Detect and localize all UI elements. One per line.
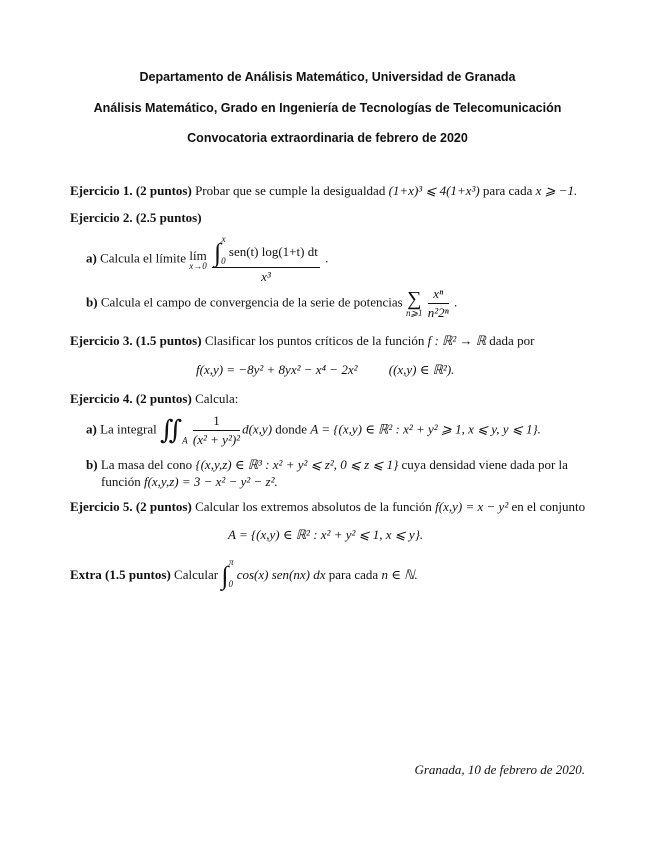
integral-lower-limit: 0 xyxy=(221,256,226,266)
exercise-4b-line2 xyxy=(101,474,278,490)
limit-symbol: lím xyxy=(189,247,207,263)
series-numerator: xⁿ xyxy=(428,286,449,304)
exercise-5-text: Calcular los extremos absolutos de la función xyxy=(195,499,432,514)
double-integral-sign: ∬ xyxy=(160,415,183,445)
exercise-2b-label: b) xyxy=(86,294,98,310)
exercise-5-set: A = {(x,y) ∈ ℝ² : x² + y² ⩽ 1, x ⩽ y}. xyxy=(228,527,424,542)
exercise-4b-text2: cuya densidad viene dada por la xyxy=(401,457,568,472)
exercise-5-title: Ejercicio 5. xyxy=(70,499,133,514)
integrand-fraction xyxy=(193,413,240,448)
exercise-4-points: (2 puntos) xyxy=(135,391,192,406)
extra-integral-upper: π xyxy=(228,557,234,567)
exercise-4-text: Calcula: xyxy=(195,391,239,406)
exercise-4a-text: La integral xyxy=(100,421,157,437)
limit-fraction xyxy=(212,234,320,285)
exercise-4b-text3: función xyxy=(101,474,141,489)
exercise-3-points: (1.5 puntos) xyxy=(135,333,202,348)
exercise-4b-set: {(x,y,z) ∈ ℝ³ : x² + y² ⩽ z², 0 ⩽ z ⩽ 1} xyxy=(195,457,399,472)
exercise-2a-label: a) xyxy=(86,250,97,266)
extra-title: Extra xyxy=(70,567,102,582)
sum-subscript: n⩾1 xyxy=(405,308,423,318)
exercise-3-tail: dada por xyxy=(489,333,535,348)
limit-numerator xyxy=(212,234,320,268)
exercise-1 xyxy=(70,183,577,199)
exercise-3-map: f : ℝ² → ℝ xyxy=(427,333,487,348)
series-denominator: n²2ⁿ xyxy=(427,305,449,320)
exercise-3-domain: ((x,y) ∈ ℝ²). xyxy=(388,362,455,377)
exercise-3-formula: f(x,y) = −8y² + 8yx² − x⁴ − 2x² xyxy=(196,362,358,377)
exercise-2a: a) Calcula el límite lím x→0 $\frac{\int_0^x sen(t) \log(1+t) dt}{\text{x³}}$ . xyxy=(86,234,329,285)
exercise-4a xyxy=(86,413,541,448)
extra-text: Calcular xyxy=(174,567,219,582)
sum-sign: ∑ xyxy=(407,288,422,310)
exercise-1-formula: (1+x)³ ⩽ 4(1+x³) xyxy=(388,183,480,198)
sum-operator xyxy=(406,289,423,318)
extra-condition: n ∈ ℕ. xyxy=(381,567,418,582)
exercise-2b: b) Calcula el campo de convergencia de la serie de potencias ∑ n⩾1 $\frac{\text{xⁿ}}{\text{n²2ⁿ}}$ . xyxy=(86,286,458,320)
exercise-5-tail: en el conjunto xyxy=(511,499,586,514)
exercise-2-points: (2.5 puntos) xyxy=(135,210,202,225)
exercise-3 xyxy=(70,333,534,349)
extra-integral-sign: ∫ xyxy=(221,561,229,591)
place-date: Granada, 10 de febrero de 2020. xyxy=(414,762,585,777)
exercise-5-function: f(x,y) = x − y² xyxy=(435,499,509,514)
exercise-1-tail: para cada xyxy=(482,183,533,198)
exercise-4b-line1 xyxy=(86,457,568,473)
header-call: Convocatoria extraordinaria de febrero de 2020 xyxy=(187,131,468,145)
exercise-5-set-line xyxy=(228,527,423,543)
series-fraction xyxy=(428,286,449,321)
extra-integrand: cos(x) sen(nx) dx xyxy=(236,567,326,582)
exercise-3-formula-line xyxy=(196,362,454,378)
header-department: Departamento de Análisis Matemático, Universidad de Granada xyxy=(139,70,516,84)
exercise-4b-text1: La masa del cono xyxy=(100,457,193,472)
exercise-2a-text: Calcula el límite xyxy=(100,250,187,266)
exercise-5 xyxy=(70,499,585,515)
exercise-1-condition: x ⩾ −1. xyxy=(535,183,578,198)
exercise-2-heading xyxy=(70,210,202,226)
exercise-4b-label: b) xyxy=(86,457,98,472)
exercise-4-title: Ejercicio 4. xyxy=(70,391,133,406)
extra-tail: para cada xyxy=(328,567,379,582)
extra-integral-lower: 0 xyxy=(228,579,233,589)
exercise-1-points: (2 puntos) xyxy=(135,183,192,198)
limit-denominator: x³ xyxy=(261,269,271,285)
extra-points: (1.5 puntos) xyxy=(105,567,171,582)
header-course: Análisis Matemático, Grado en Ingeniería de Tecnologías de Telecomunicación xyxy=(93,101,562,115)
exercise-4a-set: A = {(x,y) ∈ ℝ² : x² + y² ⩾ 1, x ⩽ y, y ⩽ 1}. xyxy=(310,421,541,437)
limit-operator xyxy=(189,249,207,271)
exercise-3-title: Ejercicio 3. xyxy=(70,333,133,348)
exercise-4a-label: a) xyxy=(86,421,97,437)
exercise-2b-text: Calcula el campo de convergencia de la serie de potencias xyxy=(100,294,403,310)
exercise-2-title: Ejercicio 2. xyxy=(70,210,133,225)
limit-subscript: x→0 xyxy=(189,260,207,271)
double-integral-region: A xyxy=(182,435,188,446)
integrand-numerator: 1 xyxy=(193,413,240,431)
integrand: sen(t) log(1+t) dt xyxy=(228,244,318,259)
exercise-4a-connector: donde xyxy=(275,421,308,437)
exercise-4b-function: f(x,y,z) = 3 − x² − y² − z². xyxy=(143,474,278,489)
integral-sign: ∫ xyxy=(214,238,222,268)
exercise-1-title: Ejercicio 1. xyxy=(70,183,133,198)
integral-upper-limit: x xyxy=(221,234,226,244)
exercise-1-text: Probar que se cumple la desigualdad xyxy=(195,183,386,198)
integrand-denominator: (x² + y²)² xyxy=(192,432,241,447)
extra-exercise xyxy=(70,557,418,589)
exercise-4-heading xyxy=(70,391,238,407)
integral-differential: d(x,y) xyxy=(242,421,273,437)
exercise-3-text: Clasificar los puntos críticos de la función xyxy=(204,333,425,348)
exercise-5-points: (2 puntos) xyxy=(135,499,192,514)
